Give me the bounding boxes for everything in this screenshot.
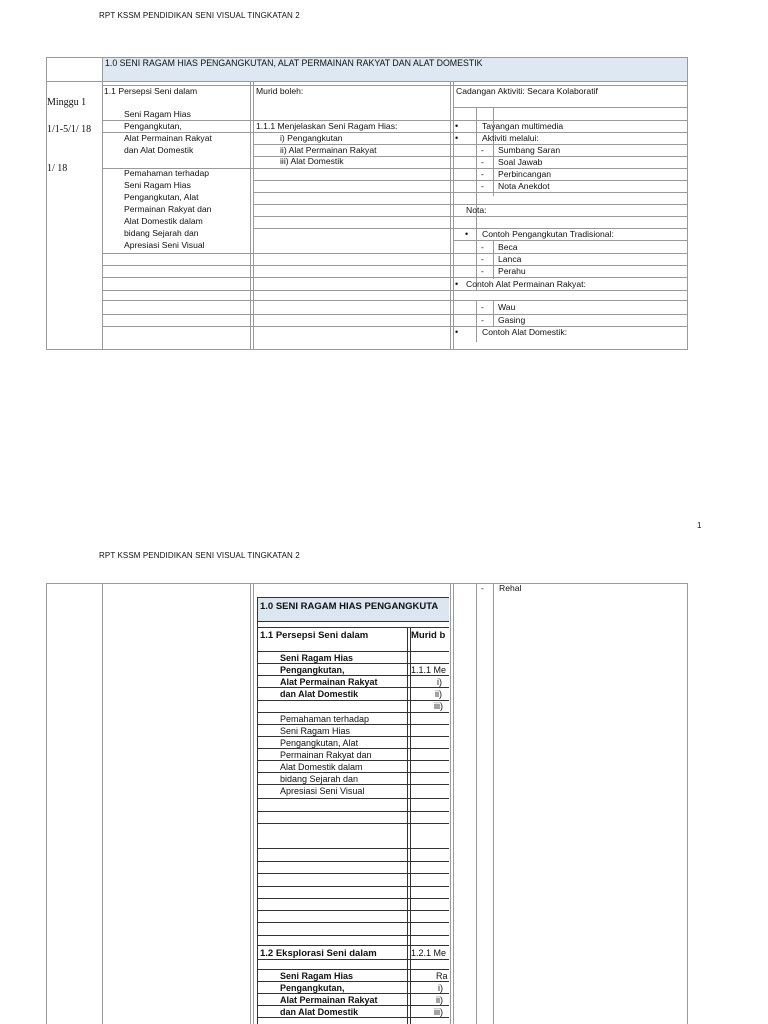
dash-icon: - [481,157,484,167]
dash-icon: - [481,302,484,312]
pengangkutan-title: Contoh Pengangkutan Tradisional: [482,229,614,239]
eksplorasi-main: 1.2.1 Me [411,948,447,958]
page-header: RPT KSSM PENDIDIKAN SENI VISUAL TINGKATAN 2 [99,11,300,20]
dash-icon: - [481,315,484,325]
nested-murid-main: 1.1.1 Me [411,665,447,675]
murid-item: iii) Alat Domestik [280,156,344,166]
standard-line: Alat Permainan Rakyat [124,133,212,143]
nested-understanding-line: Seni Ragam Hias [280,726,351,736]
dash-icon: - [481,242,484,252]
nested-roman: iii) [434,701,443,711]
dash-icon: - [481,583,484,593]
eksplorasi-line: Seni Ragam Hias [280,971,354,981]
understanding-line: Alat Domestik dalam [124,216,203,226]
domestik-title: Contoh Alat Domestik: [482,327,568,337]
nested-standard-line: Pengangkutan, [280,665,345,675]
nested-understanding-line: Permainan Rakyat dan [280,750,372,760]
standard-line: Pengangkutan, [124,121,182,131]
nested-understanding-line: Apresiasi Seni Visual [280,786,365,796]
dash-icon: - [481,254,484,264]
nested-understanding-line: Alat Domestik dalam [280,762,363,772]
page-header: RPT KSSM PENDIDIKAN SENI VISUAL TINGKATAN 2 [99,551,300,560]
nested-title: 1.0 SENI RAGAM HIAS PENGANGKUTA [260,601,439,612]
dash-icon: - [481,266,484,276]
standard-line: dan Alat Domestik [124,145,194,155]
bullet-icon: • [455,327,459,337]
week-date: 1/1-5/1/ 18 [47,124,92,135]
understanding-line: Pemahaman terhadap [124,168,210,178]
nested-murid-title: Murid b [411,630,446,641]
murid-title: Murid boleh: [256,86,304,96]
understanding-line: Pengangkutan, Alat [124,192,199,202]
eksplorasi-line: dan Alat Domestik [280,1007,359,1017]
rehal-item: Rehal [499,583,522,593]
permainan-title: Contoh Alat Permainan Rakyat: [466,279,586,289]
pengangkutan-item: Lanca [498,254,522,264]
aktiviti-item: Tayangan multimedia [482,121,564,131]
aktiviti-subitem: Sumbang Saran [498,145,561,155]
understanding-line: Seni Ragam Hias [124,180,191,190]
aktiviti-subitem: Perbincangan [498,169,552,179]
nested-standard-line: dan Alat Domestik [280,689,359,699]
aktiviti-title: Cadangan Aktiviti: Secara Kolaboratif [456,86,598,96]
standard-line: Seni Ragam Hias [124,109,191,119]
permainan-item: Wau [498,302,516,312]
understanding-line: Apresiasi Seni Visual [124,240,205,250]
dash-icon: - [481,169,484,179]
bullet-icon: • [455,121,459,131]
eksplorasi-line: Pengangkutan, [280,983,345,993]
eksplorasi-line: Alat Permainan Rakyat [280,995,378,1005]
page-number: 1 [697,521,702,530]
nested-understanding-line: bidang Sejarah dan [280,774,359,784]
eksplorasi-cut: ii) [436,995,443,1005]
murid-main: 1.1.1 Menjelaskan Seni Ragam Hias: [256,121,398,131]
nested-roman: i) [437,677,442,687]
dash-icon: - [481,145,484,155]
nota-label: Nota: [466,205,487,215]
nested-understanding-line: Pemahaman terhadap [280,714,370,724]
eksplorasi-cut: iii) [434,1007,443,1017]
standard-title: 1.1 Persepsi Seni dalam [104,86,198,96]
understanding-line: bidang Sejarah dan [124,228,199,238]
eksplorasi-cut: i) [438,983,443,993]
week-date-2: 1/ 18 [47,163,68,174]
permainan-item: Gasing [498,315,526,325]
nested-roman: ii) [435,689,442,699]
murid-item: i) Pengangkutan [280,133,343,143]
pengangkutan-item: Perahu [498,266,526,276]
aktiviti-subitem: Soal Jawab [498,157,543,167]
nested-standard-line: Alat Permainan Rakyat [280,677,378,687]
aktiviti-subitem: Nota Anekdot [498,181,550,191]
week-label: Minggu 1 [47,97,87,108]
bullet-icon: • [465,229,469,239]
murid-item: ii) Alat Permainan Rakyat [280,145,377,155]
bullet-icon: • [455,279,459,289]
nested-standard-line: Seni Ragam Hias [280,653,354,663]
eksplorasi-cut: Ra [436,971,448,981]
dash-icon: - [481,181,484,191]
nested-standard-title: 1.1 Persepsi Seni dalam [260,630,369,641]
bullet-icon: • [455,133,459,143]
nested-understanding-line: Pengangkutan, Alat [280,738,359,748]
understanding-line: Permainan Rakyat dan [124,204,212,214]
eksplorasi-title: 1.2 Eksplorasi Seni dalam [260,948,377,959]
pengangkutan-item: Beca [498,242,518,252]
aktiviti-item: Aktiviti melalui: [482,133,539,143]
section-title: 1.0 SENI RAGAM HIAS PENGANGKUTAN, ALAT PERMAINAN RAKYAT DAN ALAT DOMESTIK [105,58,483,68]
